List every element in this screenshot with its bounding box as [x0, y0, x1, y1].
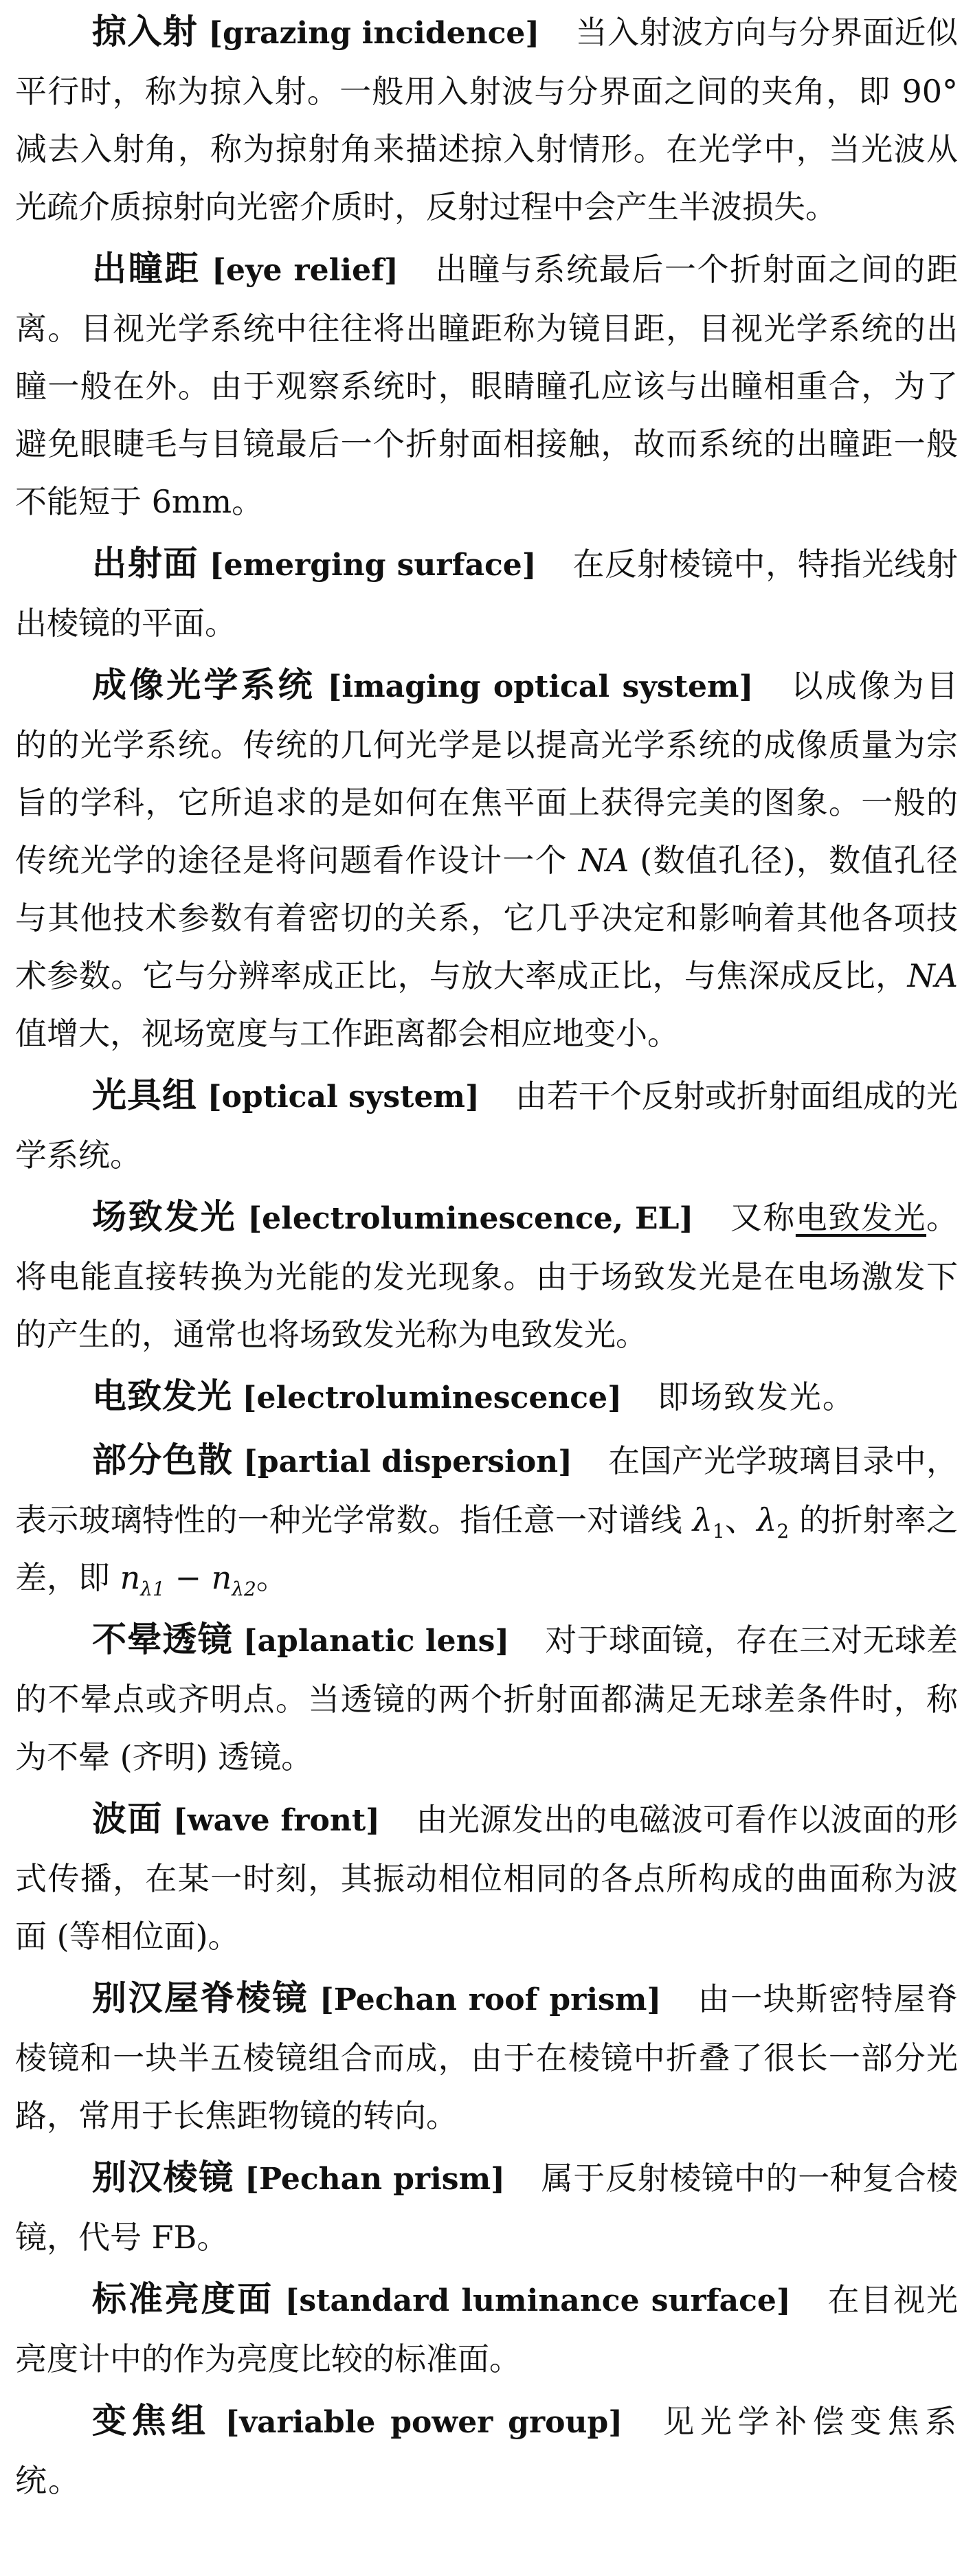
entry-definition: 由若干个反射或折射面组成的光学系统。	[15, 1077, 959, 1174]
entry-definition-part: 在国产光学玻璃目录中，表示玻璃特性的一种光学常数。指任意一对谱线	[15, 1442, 959, 1538]
entry-definition: 见光学补偿变焦系统。	[15, 2403, 959, 2499]
entry-eye-relief	[15, 240, 958, 530]
entry-definition-part: 。	[256, 1559, 288, 1596]
entry-definition-part: 。将电能直接转换为光能的发光现象。由于场致发光是在电场激发下的产生的，通常也将场致发光称为电致发光。	[15, 1199, 959, 1353]
entry-definition: 在反射棱镜中，特指光线射出棱镜的平面。	[15, 546, 958, 642]
entry-wave-front	[15, 1790, 958, 1965]
entry-definition: 在目视光亮度计中的作为亮度比较的标准面。	[15, 2281, 959, 2377]
entry-term: 不晕透镜	[92, 1620, 233, 1659]
entry-definition: 由光源发出的电磁波可看作以波面的形式传播，在某一时刻，其振动相位相同的各点所构成的曲面称为波面 (等相位面)。	[15, 1801, 959, 1955]
math-separator: 、	[724, 1501, 757, 1538]
entry-english-term: [variable power group]	[225, 2405, 623, 2440]
entry-grazing-incidence	[15, 3, 958, 236]
entry-definition-part: 的折射率之差，即	[15, 1501, 959, 1596]
math-symbol-na: NA	[578, 842, 629, 879]
math-subscript: λ2	[232, 1578, 256, 1601]
entry-term: 电致发光	[92, 1376, 232, 1416]
math-subscript: λ1	[140, 1578, 165, 1601]
entry-term: 掠入射	[92, 12, 199, 52]
entry-emerging-surface	[15, 535, 958, 652]
entry-english-term: [partial dispersion]	[243, 1444, 572, 1479]
math-operator: −	[164, 1559, 212, 1596]
entry-variable-power-group	[15, 2392, 958, 2509]
entry-definition-part: 又称	[729, 1199, 796, 1236]
entry-term: 出瞳距	[92, 249, 201, 289]
math-symbol-n: n	[120, 1559, 141, 1596]
entry-term: 变焦组	[92, 2401, 211, 2441]
entry-english-term: [standard luminance surface]	[284, 2283, 791, 2318]
entry-definition-part: (数值孔径)，数值孔径与其他技术参数有着密切的关系，它几乎决定和影响着其他各项技术参数。它与分辨率成正比，与放大率成正比，与焦深成反比，	[15, 842, 959, 994]
math-symbol-lambda: λ	[757, 1501, 777, 1538]
entry-aplanatic-lens	[15, 1611, 958, 1786]
entry-definition: 即场致发光。	[657, 1378, 855, 1415]
entry-term: 标准亮度面	[92, 2279, 274, 2319]
entry-definition: 由一块斯密特屋脊棱镜和一块半五棱镜组合而成，由于在棱镜中折叠了很长一部分光路，常用于长焦距物镜的转向。	[15, 1980, 959, 2134]
entry-term: 别汉屋脊棱镜	[92, 1978, 309, 2018]
entry-english-term: [aplanatic lens]	[243, 1624, 510, 1659]
entry-english-term: [grazing incidence]	[208, 16, 540, 51]
entry-term: 场致发光	[92, 1197, 237, 1237]
math-symbol-n: n	[211, 1559, 232, 1596]
entry-partial-dispersion	[15, 1431, 958, 1606]
dictionary-page	[15, 3, 958, 2573]
cross-reference-link[interactable]: 电致发光	[795, 1199, 927, 1236]
entry-definition: 对于球面镜，存在三对无球差的不晕点或齐明点。当透镜的两个折射面都满足无球差条件时，称为不晕 (齐明) 透镜。	[15, 1622, 959, 1776]
entry-english-term: [wave front]	[172, 1803, 380, 1838]
entry-definition: 属于反射棱镜中的一种复合棱镜，代号 FB。	[15, 2160, 959, 2256]
math-symbol-lambda: λ	[692, 1501, 713, 1538]
entry-optical-system	[15, 1066, 958, 1184]
math-symbol-na: NA	[907, 957, 958, 994]
entry-english-term: [optical system]	[207, 1079, 480, 1115]
entry-english-term: [electroluminescence, EL]	[247, 1201, 694, 1236]
entry-pechan-prism	[15, 2149, 958, 2266]
math-subscript: 1	[712, 1520, 725, 1543]
entry-english-term: [eye relief]	[212, 253, 399, 288]
entry-definition-part: 值增大，视场宽度与工作距离都会相应地变小。	[15, 1015, 679, 1052]
entry-imaging-optical-system	[15, 656, 958, 1062]
entry-english-term: [Pechan roof prism]	[319, 1982, 662, 2017]
entry-electroluminescence-el	[15, 1188, 958, 1363]
entry-pechan-roof-prism	[15, 1969, 958, 2144]
entry-term: 部分色散	[92, 1440, 234, 1480]
entry-term: 别汉棱镜	[92, 2158, 234, 2197]
entry-definition: 当入射波方向与分界面近似平行时，称为掠入射。一般用入射波与分界面之间的夹角，即 90° 减去入射角，称为掠射角来描述掠入射情形。在光学中，当光波从光疏介质掠射向光密介质时，反射过程中会产生半波损失。	[15, 14, 959, 225]
entry-standard-luminance-surface	[15, 2270, 958, 2388]
entry-english-term: [emerging surface]	[209, 548, 537, 583]
entry-definition: 出瞳与系统最后一个折射面之间的距离。目视光学系统中往往将出瞳距称为镜目距，目视光学系统的出瞳一般在外。由于观察系统时，眼睛瞳孔应该与出瞳相重合，为了避免眼睫毛与目镜最后一个折射面相接触，故而系统的出瞳距一般不能短于 6mm。	[15, 251, 958, 520]
entry-term: 波面	[92, 1799, 163, 1839]
entry-term: 光具组	[92, 1075, 198, 1115]
entry-term: 出射面	[92, 544, 199, 583]
math-subscript: 2	[776, 1520, 790, 1543]
entry-english-term: [imaging optical system]	[327, 669, 754, 704]
entry-electroluminescence	[15, 1367, 958, 1427]
entry-english-term: [electroluminescence]	[242, 1380, 622, 1415]
entry-term: 成像光学系统	[92, 665, 315, 705]
entry-definition-part: 以成像为目的的光学系统。传统的几何光学是以提高光学系统的成像质量为宗旨的学科，它所追求的是如何在焦平面上获得完美的图象。一般的传统光学的途径是将问题看作设计一个	[15, 667, 958, 879]
entry-english-term: [Pechan prism]	[245, 2162, 505, 2197]
